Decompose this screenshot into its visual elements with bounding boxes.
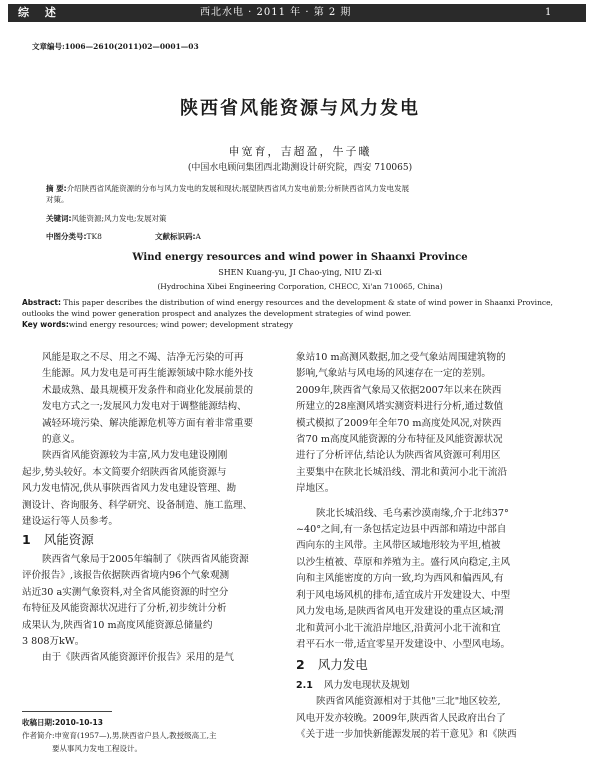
text-line: 西向东的主风带。主风带区域地形较为平坦,植被 [296, 540, 501, 552]
purpose-paragraph [22, 448, 280, 530]
resource-paragraph [22, 552, 280, 650]
text-line: 模式模拟了2009年全年70 m高度处风况,对陕西 [296, 417, 502, 429]
section-1-heading [22, 532, 280, 550]
section-title: 风力发电 [317, 657, 368, 673]
clc-label: 中图分类号: [46, 232, 87, 241]
text-line: 发电方式之一;发展风力发电对于调整能源结构、 [42, 401, 247, 413]
authors-en: SHEN Kuang-yu, JI Chao-ying, NIU Zi-xi [218, 268, 382, 277]
author-bio-cont: 要从事风力发电工程设计。 [52, 744, 142, 753]
report-paragraph-start: 由于《陕西省风能资源评价报告》采用的是气 [42, 652, 234, 664]
text-line: 陕西省风能资源较为丰富,风力发电建设刚刚 [42, 450, 228, 462]
clc-number [46, 231, 102, 242]
article-title: 陕西省风能资源与风力发电 [180, 98, 420, 119]
page-number: 1 [545, 7, 552, 18]
keywords-cn-text: 风能资源;风力发电;发展对策 [71, 214, 167, 223]
footnote [22, 716, 284, 755]
subsection-2-1-heading [296, 678, 586, 694]
keywords-en-label: Key words: [22, 320, 69, 329]
document-code [155, 231, 201, 242]
abstract-cn-line1: 介绍陕西省风能资源的分布与风力发电的发展和现状;展望陕西省风力发电前景;分析陕西省风力发电发展 [66, 184, 410, 193]
abstract-en-line1: This paper describes the distribution of wind energy resources and the development & state of wind power in Shaanxi Province, [63, 298, 553, 307]
text-line: 成果认为,陕西省10 m高度风能资源总储量约 [22, 619, 213, 631]
text-line: 布特征及风能资源状况进行了分析,初步统计分析 [22, 603, 227, 615]
abstract-en-label: Abstract: [22, 298, 62, 307]
text-line: 风能是取之不尽、用之不竭、洁净无污染的可再 [42, 352, 244, 363]
text-line: 向和主风能密度的方向一致,均为西风和偏西风,有 [296, 573, 504, 585]
text-line: 君平石水一带,适宜零星开发建设中、小型风电场。 [296, 638, 511, 650]
text-line: 主要集中在陕北长城沿线、渭北和黄河小北干流沿 [296, 466, 508, 478]
text-line: 3 808万kW。 [22, 635, 85, 647]
text-line: 利于风电场风机的排布,适宜成片开发建设大、中型 [296, 589, 511, 601]
abstract-cn [46, 183, 566, 205]
affiliation: (中国水电顾问集团西北勘测设计研究院，西安 710065) [187, 163, 413, 173]
section-number: 1 [22, 532, 31, 548]
author-bio: 作者简介:申宽育(1957—),男,陕西省户县人,教授级高工,主 [22, 731, 217, 740]
abstract-cn-line2: 对策。 [46, 195, 69, 204]
text-line: 站近30 a实测气象资料,对全省风能资源的时空分 [22, 586, 229, 598]
text-line: 象站10 m高测风数据,加之受气象站周围建筑物的 [296, 352, 506, 363]
text-line: 《关于进一步加快新能源发展的若干意见》和《陕西 [296, 728, 517, 740]
text-line: 风电开发亦较晚。2009年,陕西省人民政府出台了 [296, 712, 506, 724]
section-number: 2 [296, 657, 305, 673]
keywords-cn [46, 213, 167, 224]
text-line: 风力发电情况,供从事陕西省风力发电建设管理、勘 [22, 483, 237, 495]
text-line: 陕北长城沿线、毛乌素沙漠南缘,介于北纬37° [316, 507, 509, 519]
data-paragraph [296, 350, 586, 498]
text-line: 以沙生植被、草原和养殖为主。盛行风向稳定,主风 [296, 556, 511, 568]
abstract-cn-label: 摘 要: [46, 184, 67, 193]
text-line: 陕西省气象局于2005年编制了《陕西省风能资源 [42, 553, 249, 565]
abstract-en [22, 297, 588, 330]
text-line: 2009年,陕西省气象局又依据2007年以来在陕西 [296, 384, 502, 396]
text-line: 的意义。 [42, 434, 81, 446]
text-line: ~40°之间,有一条包括定边县中西部和靖边中部自 [296, 524, 507, 536]
text-line: 陕西省风能资源相对于其他"三北"地区较差, [316, 696, 501, 708]
text-line: 影响,气象站与风电场的风速存在一定的差别。 [296, 368, 491, 380]
text-line: 省70 m高度风能资源的分布特征及风能资源状况 [296, 434, 503, 446]
text-line: 生能源。风力发电是可再生能源领域中除水能外技 [42, 368, 254, 380]
text-line: 建设运行等人员参考。 [22, 516, 118, 528]
received-date: 收稿日期:2010-10-13 [22, 718, 103, 727]
journal-running-head: 西北水电 · 2011 年 · 第 2 期 [200, 7, 352, 18]
section-title: 风能资源 [43, 532, 94, 548]
authors: 申宽育，吉超盈，牛子曦 [228, 145, 372, 158]
text-line: 岸地区。 [296, 483, 335, 495]
text-line: 进行了分析评估,结论认为陕西省风资源可利用区 [296, 450, 501, 462]
text-line: 减轻环境污染、解决能源危机等方面有着非常重要 [42, 417, 254, 429]
text-line: 所建立的28座测风塔实测资料进行分析,通过数值 [296, 401, 504, 413]
abstract-en-line2: outlooks the wind power generation prospect and analyzes the development strategies of wind power. [22, 309, 412, 318]
left-column [22, 350, 280, 667]
doc-code-value: A [195, 232, 201, 241]
subsection-title: 风力发电现状及规划 [323, 679, 410, 691]
text-line: 北和黄河小北干流沿岸地区,沿黄河小北干流和宜 [296, 622, 501, 634]
affiliation-en: (Hydrochina Xibei Engineering Corporation, CHECC, Xi'an 710065, China) [157, 282, 443, 291]
title-en: Wind energy resources and wind power in Shaanxi Province [132, 252, 468, 263]
text-line: 评价报告》,该报告依据陕西省境内96个气象观测 [22, 570, 230, 582]
text-line: 起步,势头较好。本文简要介绍陕西省风能资源与 [22, 466, 227, 478]
doc-code-label: 文献标识码: [155, 232, 196, 241]
text-line: 测设计、咨询服务、科学研究、设备制造、施工监理、 [22, 499, 253, 511]
footnote-divider [22, 711, 112, 712]
section-tag: 综 述 [18, 6, 62, 19]
subsection-number: 2.1 [296, 679, 313, 691]
keywords-en-text: wind energy resources; wind power; development strategy [68, 320, 293, 329]
region-paragraph [296, 506, 586, 654]
article-number: 文章编号:1006—2610(2011)02—0001—03 [32, 42, 199, 51]
text-line: 术最成熟、最具规模开发条件和商业化发展前景的 [42, 384, 254, 396]
status-paragraph [296, 694, 586, 743]
section-2-heading [296, 657, 586, 675]
text-line: 风力发电场,是陕西省风电开发建设的重点区域;渭 [296, 606, 504, 618]
keywords-cn-label: 关键词: [46, 214, 72, 223]
clc-value: TK8 [86, 232, 102, 241]
right-column [296, 350, 586, 743]
intro-paragraph [22, 350, 280, 448]
